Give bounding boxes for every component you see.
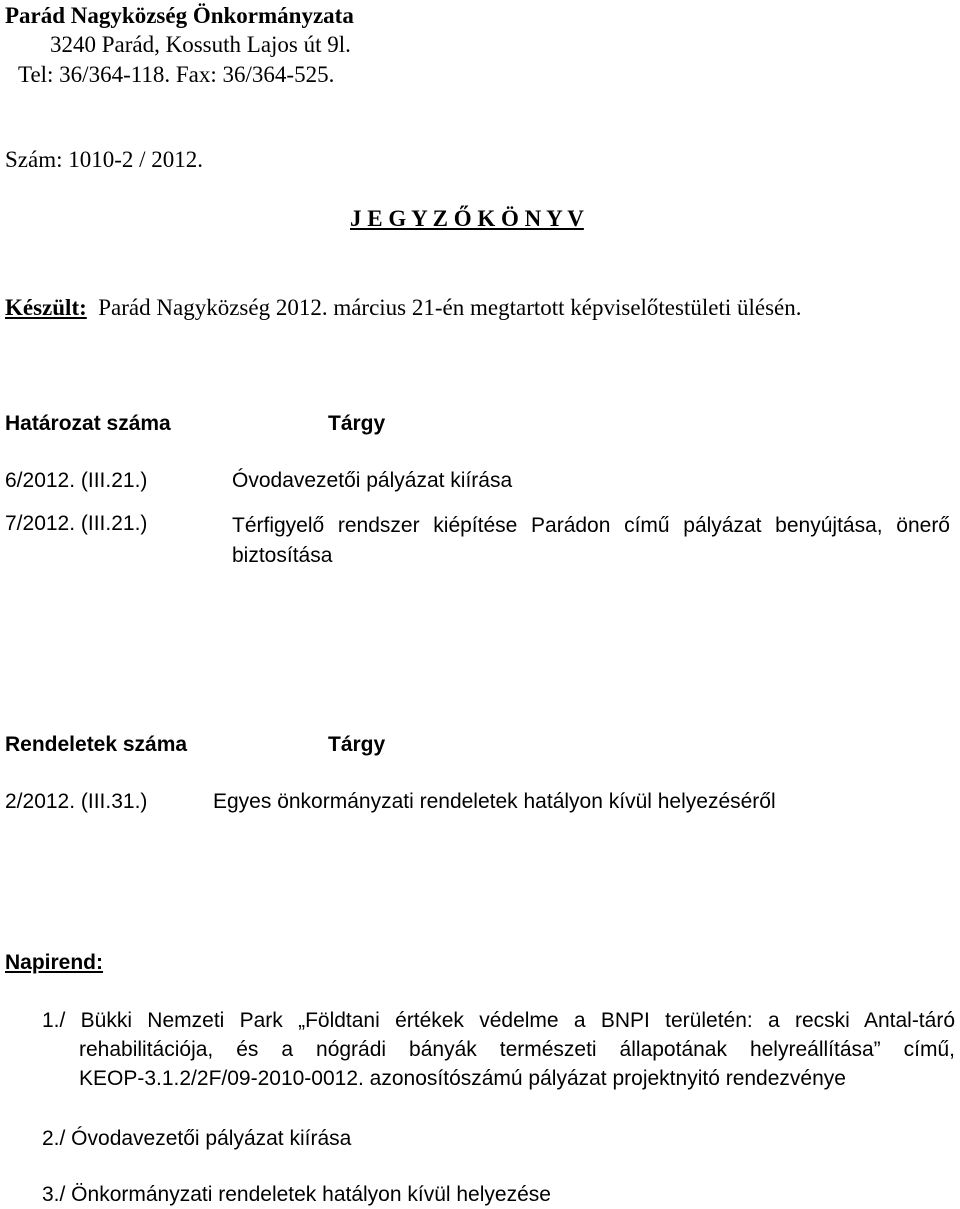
decree-subject: Egyes önkormányzati rendeletek hatályon kívül helyezéséről xyxy=(213,790,776,813)
resolutions-header-subject: Tárgy xyxy=(328,412,386,435)
agenda-label: Napirend: xyxy=(5,951,104,974)
decree-number: 2/2012. (III.31.) xyxy=(5,790,148,813)
decrees-header-subject: Tárgy xyxy=(328,733,386,756)
agenda-item-line xyxy=(42,1006,955,1035)
document-number: Szám: 1010-2 / 2012. xyxy=(5,147,204,172)
resolution-subject: Óvodavezetői pályázat kiírása xyxy=(232,469,513,492)
prepared-statement xyxy=(5,294,802,322)
agenda-item-line: KEOP-3.1.2/2F/09-2010-0012. azonosítószámú pályázat projektnyitó rendezvénye xyxy=(79,1067,846,1090)
resolutions-header-number: Határozat száma xyxy=(5,412,171,435)
agenda-item-text: Bükki Nemzeti Park „Földtani értékek védelme a BNPI területén: a recski Antal-táró xyxy=(80,1009,955,1032)
decrees-header-number: Rendeletek száma xyxy=(5,733,188,756)
organization-contact: Tel: 36/364-118. Fax: 36/364-525. xyxy=(18,62,335,87)
document-title: J E G Y Z Ő K Ö N Y V xyxy=(350,206,584,231)
resolution-subject: Térfigyelő rendszer kiépítése Parádon című pályázat benyújtása, önerő biztosítása xyxy=(232,514,950,567)
resolution-number: 7/2012. (III.21.) xyxy=(5,512,148,535)
organization-name: Parád Nagyközség Önkormányzata xyxy=(5,3,354,28)
agenda-item: 3./ Önkormányzati rendeletek hatályon kívül helyezése xyxy=(42,1183,551,1206)
agenda-item xyxy=(42,1006,955,1093)
agenda-item-number: 1./ xyxy=(42,1009,66,1032)
organization-address: 3240 Parád, Kossuth Lajos út 9l. xyxy=(50,32,351,57)
prepared-label: Készült: xyxy=(5,295,87,320)
prepared-text: Parád Nagyközség 2012. március 21-én megtartott képviselőtestületi ülésén. xyxy=(98,295,802,320)
agenda-item-line: rehabilitációja, és a nógrádi bányák természeti állapotának helyreállítása” című, xyxy=(79,1038,955,1061)
resolution-number: 6/2012. (III.21.) xyxy=(5,469,148,492)
agenda-item: 2./ Óvodavezetői pályázat kiírása xyxy=(42,1127,352,1150)
